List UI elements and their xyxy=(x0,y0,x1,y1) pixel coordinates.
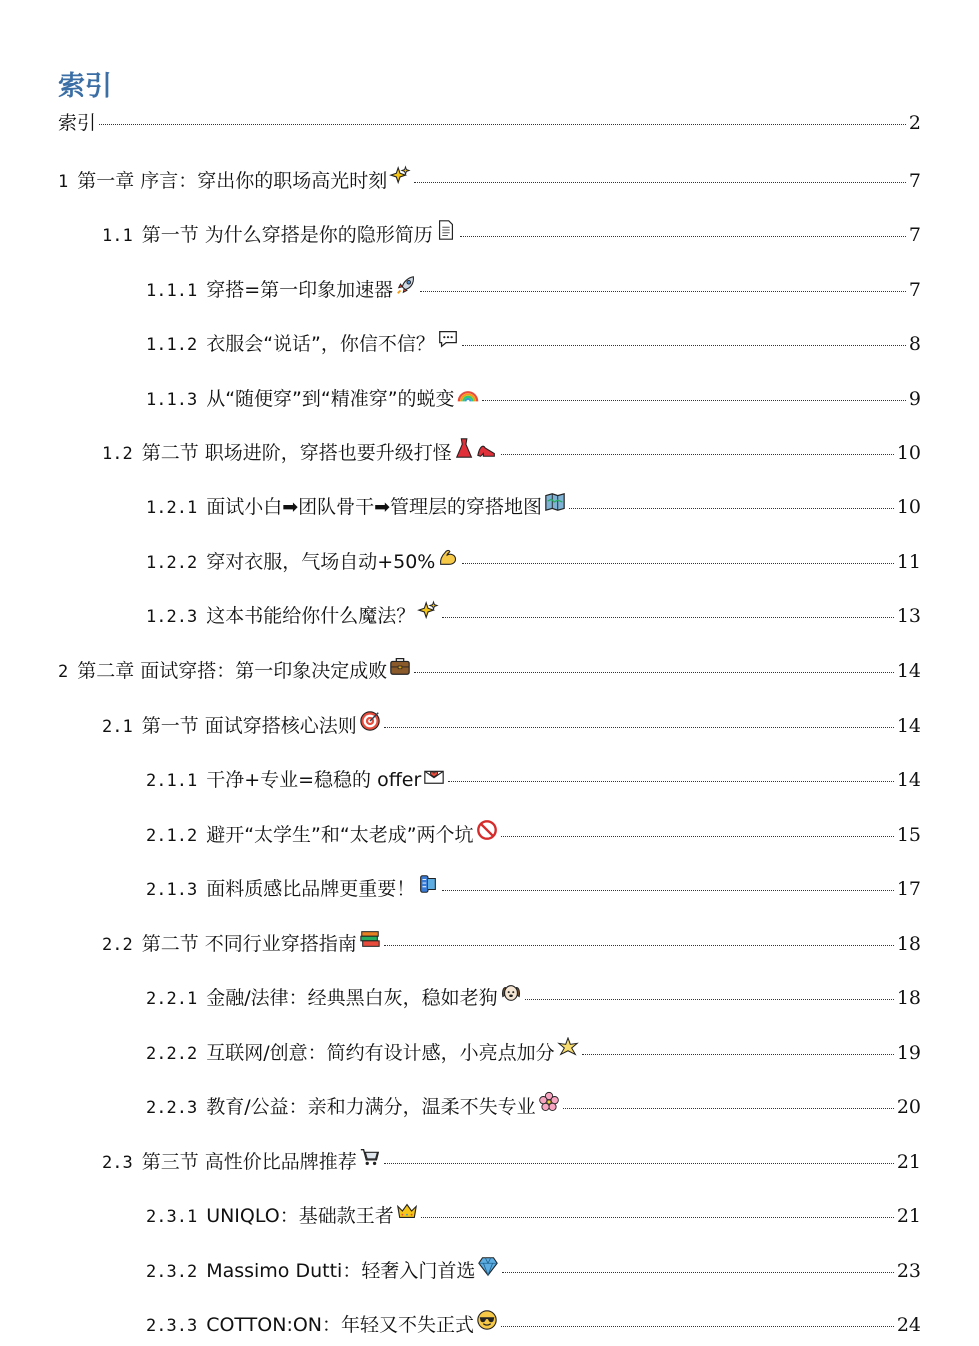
dot-leader xyxy=(384,1163,894,1164)
index-heading: 索引 xyxy=(58,71,112,102)
toc-entry-number: 2.1.3 xyxy=(146,880,198,900)
dress-heel-icon xyxy=(454,437,498,459)
toc-entry-page-number: 21 xyxy=(896,1205,921,1227)
briefcase-icon xyxy=(389,655,411,677)
toc-entry-number: 2.1 xyxy=(102,717,133,737)
toc-entry[interactable] xyxy=(146,873,921,903)
dot-leader xyxy=(501,454,894,455)
toc-entry-title: 互联网/创意：简约有设计感，小亮点加分 xyxy=(206,1042,555,1064)
toc-entry[interactable] xyxy=(146,491,921,521)
dot-leader xyxy=(501,1326,894,1327)
toc-entry-number: 1.2.3 xyxy=(146,607,198,627)
toc-entry[interactable] xyxy=(146,1200,921,1230)
toc-entry[interactable] xyxy=(102,928,921,958)
toc-entry-page-number: 7 xyxy=(908,279,921,301)
dot-leader xyxy=(442,617,894,618)
toc-entry-page-number: 21 xyxy=(896,1151,921,1173)
toc-entry-page-number: 8 xyxy=(908,333,921,355)
books-icon xyxy=(359,928,381,950)
toc-entry-number: 1.2.1 xyxy=(146,498,198,518)
dot-leader xyxy=(414,182,906,183)
toc-entry[interactable] xyxy=(102,219,921,249)
toc-entry-page-number: 23 xyxy=(896,1260,921,1282)
toc-entry[interactable] xyxy=(146,328,921,358)
toc-entry-title: 第三节 高性价比品牌推荐 xyxy=(141,1151,357,1173)
toc-entry-page-number: 18 xyxy=(896,933,921,955)
toc-entry-title: 金融/法律：经典黑白灰，稳如老狗 xyxy=(206,987,498,1009)
toc-entry-number: 2.3 xyxy=(102,1153,133,1173)
dot-leader xyxy=(501,836,894,837)
toc-entry[interactable] xyxy=(146,546,921,576)
toc-entry-number: 2.3.3 xyxy=(146,1316,198,1336)
toc-entry-page-number: 10 xyxy=(896,496,921,518)
toc-entry-number: 1.1 xyxy=(102,226,133,246)
toc-entry-title: COTTON:ON：年轻又不失正式 xyxy=(206,1314,475,1336)
toc-entry-number: 2.2 xyxy=(102,935,133,955)
dot-leader xyxy=(414,672,894,673)
toc-entry-title: 第一章 序言：穿出你的职场高光时刻 xyxy=(77,170,388,192)
shopping-cart-icon xyxy=(359,1146,381,1168)
toc-entry-page-number: 24 xyxy=(896,1314,921,1336)
toc-entry-title: 避开“太学生”和“太老成”两个坑 xyxy=(206,824,474,846)
dot-leader xyxy=(384,945,894,946)
toc-entry[interactable] xyxy=(146,1309,921,1339)
toc-entry-number: 2.2.2 xyxy=(146,1044,198,1064)
toc-entry-title: Massimo Dutti：轻奢入门首选 xyxy=(206,1260,476,1282)
toc-entry-page-number: 2 xyxy=(908,112,921,134)
dog-icon xyxy=(500,982,522,1004)
speech-bubble-icon xyxy=(437,328,459,350)
toc-entry-number: 2.3.2 xyxy=(146,1262,198,1282)
toc-entry-title: 穿搭=第一印象加速器 xyxy=(206,279,394,301)
rainbow-icon xyxy=(457,383,479,405)
toc-entry-title: 索引 xyxy=(58,112,97,134)
map-book-icon xyxy=(544,491,566,513)
sparkles-icon xyxy=(389,165,411,187)
toc-entry-title: 第一节 为什么穿搭是你的隐形简历 xyxy=(141,224,433,246)
toc-entry-page-number: 9 xyxy=(908,388,921,410)
toc-entry-page-number: 19 xyxy=(896,1042,921,1064)
toc-entry[interactable] xyxy=(146,1255,921,1285)
dot-leader xyxy=(462,345,906,346)
gem-icon xyxy=(477,1255,499,1277)
toc-entry-number: 1.1.1 xyxy=(146,281,198,301)
toc-entry-title: 从“随便穿”到“精准穿”的蜕变 xyxy=(206,388,455,410)
toc-entry[interactable] xyxy=(58,655,921,685)
dot-leader xyxy=(582,1054,894,1055)
rocket-icon xyxy=(395,274,417,296)
toc-entry-title: 教育/公益：亲和力满分，温柔不失专业 xyxy=(206,1096,536,1118)
cherry-blossom-icon xyxy=(538,1091,560,1113)
envelope-heart-icon xyxy=(423,764,445,786)
toc-entry[interactable] xyxy=(146,982,921,1012)
dot-leader xyxy=(448,781,894,782)
toc-entry-page-number: 7 xyxy=(908,170,921,192)
dot-leader xyxy=(421,1217,894,1218)
toc-entry-title: 这本书能给你什么魔法？ xyxy=(206,605,416,627)
toc-entry-page-number: 20 xyxy=(896,1096,921,1118)
toc-entry[interactable] xyxy=(102,1146,921,1176)
toc-entry-title: 衣服会“说话”，你信不信？ xyxy=(206,333,435,355)
dot-leader xyxy=(525,999,894,1000)
toc-entry[interactable] xyxy=(102,437,921,467)
toc-entry[interactable] xyxy=(146,600,921,630)
target-icon xyxy=(359,710,381,732)
toc-entry-page-number: 13 xyxy=(896,605,921,627)
toc-entry[interactable] xyxy=(146,764,921,794)
dot-leader xyxy=(502,1272,893,1273)
toc-entry-title: 第一节 面试穿搭核心法则 xyxy=(141,715,357,737)
dot-leader xyxy=(442,890,894,891)
toc-entry-title: 穿对衣服，气场自动+50% xyxy=(206,551,436,573)
toc-entry-page-number: 7 xyxy=(908,224,921,246)
toc-entry-page-number: 10 xyxy=(896,442,921,464)
toc-entry-number: 2.2.3 xyxy=(146,1098,198,1118)
toc-entry-title: 面料质感比品牌更重要！ xyxy=(206,878,416,900)
toc-entry-page-number: 18 xyxy=(896,987,921,1009)
toc-entry-title: UNIQLO：基础款王者 xyxy=(206,1205,394,1227)
prohibited-icon xyxy=(476,819,498,841)
crown-icon xyxy=(396,1200,418,1222)
toc-entry-title: 第二节 职场进阶，穿搭也要升级打怪 xyxy=(141,442,452,464)
toc-entry[interactable] xyxy=(58,165,921,195)
sparkles-icon xyxy=(417,600,439,622)
toc-entry-page-number: 11 xyxy=(896,551,921,573)
toc-entry[interactable] xyxy=(146,383,921,413)
dot-leader xyxy=(460,236,906,237)
toc-entry-number: 1 xyxy=(58,172,69,192)
dot-leader xyxy=(569,508,894,509)
toc-entry-page-number: 14 xyxy=(896,715,921,737)
document-icon xyxy=(435,219,457,241)
toc-entry-title: 第二节 不同行业穿搭指南 xyxy=(141,933,357,955)
dot-leader xyxy=(563,1108,894,1109)
toc-entry-page-number: 14 xyxy=(896,660,921,682)
toc-entry-number: 1.1.3 xyxy=(146,390,198,410)
toc-entry-page-number: 17 xyxy=(896,878,921,900)
toc-entry-page-number: 15 xyxy=(896,824,921,846)
toc-entry-title: 干净+专业=稳稳的 offer xyxy=(206,769,422,791)
toc-entry-page-number: 14 xyxy=(896,769,921,791)
toc-entry[interactable] xyxy=(58,110,921,136)
toc-entry-number: 1.1.2 xyxy=(146,335,198,355)
toc-entry-title: 第二章 面试穿搭：第一印象决定成败 xyxy=(77,660,388,682)
toc-entry-number: 1.2 xyxy=(102,444,133,464)
flexed-biceps-icon xyxy=(437,546,459,568)
toc-entry[interactable] xyxy=(146,819,921,849)
toc-entry[interactable] xyxy=(146,1037,921,1067)
toc-entry-number: 1.2.2 xyxy=(146,553,198,573)
toc-entry-number: 2.3.1 xyxy=(146,1207,198,1227)
dot-leader xyxy=(462,563,893,564)
toc-entry[interactable] xyxy=(146,1091,921,1121)
dot-leader xyxy=(420,291,906,292)
dot-leader xyxy=(482,400,906,401)
toc-entry-number: 2 xyxy=(58,662,69,682)
dot-leader xyxy=(384,727,894,728)
fabric-roll-icon xyxy=(417,873,439,895)
sunglasses-face-icon xyxy=(476,1309,498,1331)
toc-entry-number: 2.1.2 xyxy=(146,826,198,846)
toc-entry-number: 2.2.1 xyxy=(146,989,198,1009)
toc-entry[interactable] xyxy=(146,274,921,304)
toc-entry-number: 2.1.1 xyxy=(146,771,198,791)
toc-entry[interactable] xyxy=(102,710,921,740)
toc-entry-title: 面试小白➡团队骨干➡管理层的穿搭地图 xyxy=(206,496,543,518)
dot-leader xyxy=(99,124,906,125)
star-burst-icon xyxy=(557,1037,579,1059)
